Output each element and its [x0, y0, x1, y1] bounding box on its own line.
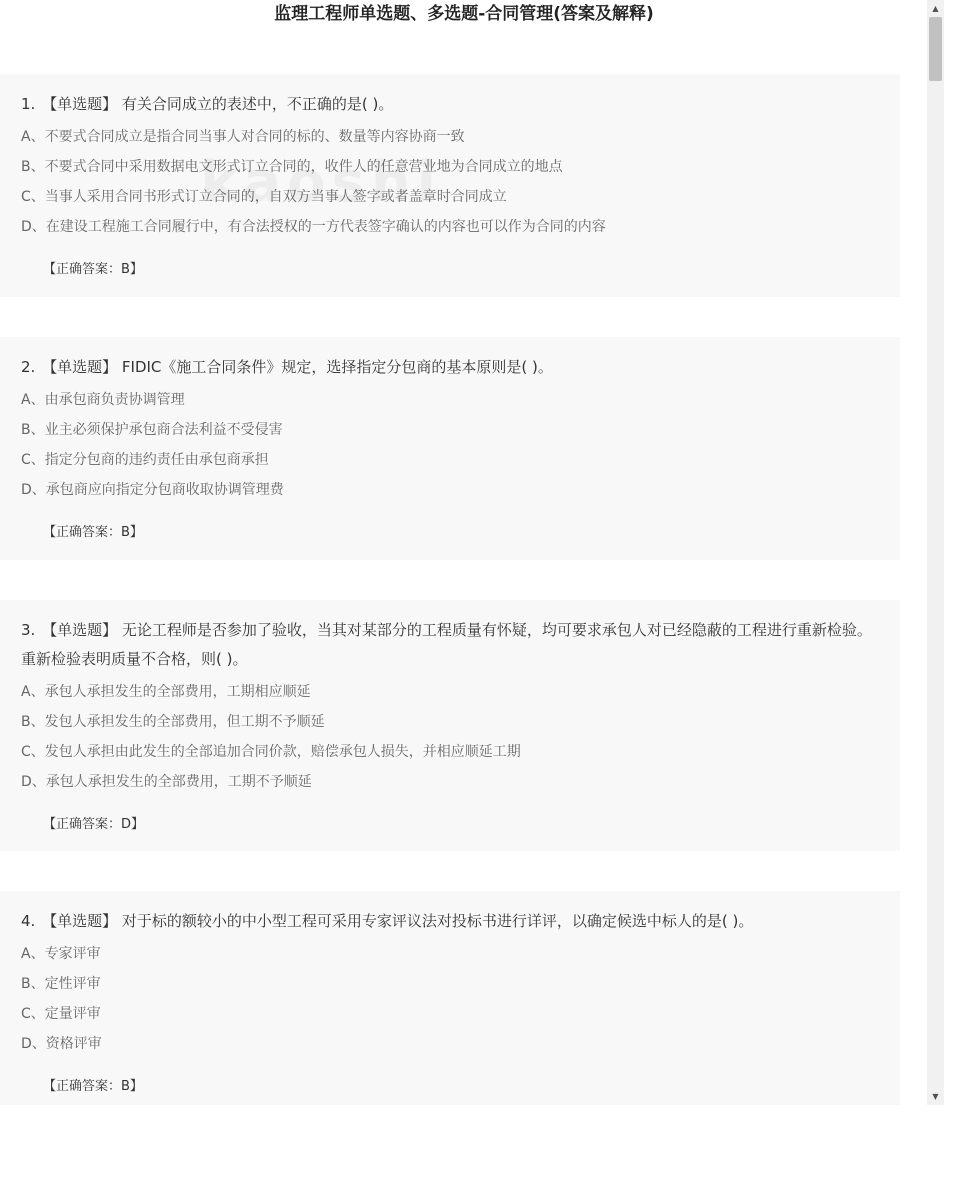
option-a: A、不要式合同成立是指合同当事人对合同的标的、数量等内容协商一致 — [21, 129, 465, 145]
question-stem — [21, 616, 880, 674]
option-a: A、承包人承担发生的全部费用，工期相应顺延 — [21, 684, 311, 700]
option-b: B、发包人承担发生的全部费用，但工期不予顺延 — [21, 714, 325, 730]
question-stem — [21, 90, 880, 119]
correct-answer: 【正确答案：D】 — [43, 817, 145, 832]
option-a: A、由承包商负责协调管理 — [21, 392, 185, 408]
question-text: FIDIC《施工合同条件》规定，选择指定分包商的基本原则是( )。 — [121, 358, 553, 376]
question-text: 对于标的额较小的中小型工程可采用专家评议法对投标书进行详评，以确定候选中标人的是( )。 — [121, 912, 754, 930]
option-d: D、承包商应向指定分包商收取协调管理费 — [21, 482, 284, 498]
option-c: C、当事人采用合同书形式订立合同的，自双方当事人签字或者盖章时合同成立 — [21, 189, 507, 205]
option-d: D、承包人承担发生的全部费用，工期不予顺延 — [21, 774, 312, 790]
question-type: 【单选题】 — [42, 95, 118, 113]
question-text: 有关合同成立的表述中，不正确的是( )。 — [121, 95, 394, 113]
question-number: 3. — [21, 621, 36, 639]
correct-answer: 【正确答案：B】 — [43, 262, 143, 277]
question-type: 【单选题】 — [42, 358, 118, 376]
option-a: A、专家评审 — [21, 946, 101, 962]
option-c: C、定量评审 — [21, 1006, 101, 1022]
question-card-4 — [0, 891, 900, 1105]
scroll-thumb[interactable] — [929, 17, 942, 81]
question-type: 【单选题】 — [42, 912, 118, 930]
correct-answer: 【正确答案：B】 — [43, 525, 143, 540]
question-card-1 — [0, 74, 900, 297]
option-b: B、定性评审 — [21, 976, 101, 992]
option-d: D、资格评审 — [21, 1036, 102, 1052]
option-b: B、业主必须保护承包商合法利益不受侵害 — [21, 422, 283, 438]
question-number: 1. — [21, 95, 36, 113]
question-stem — [21, 907, 880, 936]
scroll-up-arrow-icon[interactable]: ▲ — [932, 4, 939, 13]
option-b: B、不要式合同中采用数据电文形式订立合同的，收件人的任意营业地为合同成立的地点 — [21, 159, 563, 175]
question-text: 无论工程师是否参加了验收，当其对某部分的工程质量有怀疑，均可要求承包人对已经隐蔽的工程进行重新检验。重新检验表明质量不合格，则( )。 — [21, 621, 872, 668]
question-card-3 — [0, 600, 900, 851]
correct-answer: 【正确答案：B】 — [43, 1079, 143, 1094]
scroll-down-arrow-icon[interactable]: ▼ — [932, 1092, 939, 1101]
option-d: D、在建设工程施工合同履行中，有合法授权的一方代表签字确认的内容也可以作为合同的内容 — [21, 219, 606, 235]
question-type: 【单选题】 — [42, 621, 118, 639]
question-number: 4. — [21, 912, 36, 930]
question-card-2 — [0, 337, 900, 560]
question-number: 2. — [21, 358, 36, 376]
option-c: C、指定分包商的违约责任由承包商承担 — [21, 452, 269, 468]
option-c: C、发包人承担由此发生的全部追加合同价款，赔偿承包人损失，并相应顺延工期 — [21, 744, 521, 760]
page-title: 监理工程师单选题、多选题-合同管理(答案及解释) — [274, 4, 654, 24]
question-stem — [21, 353, 880, 382]
vertical-scrollbar[interactable] — [927, 0, 944, 1105]
